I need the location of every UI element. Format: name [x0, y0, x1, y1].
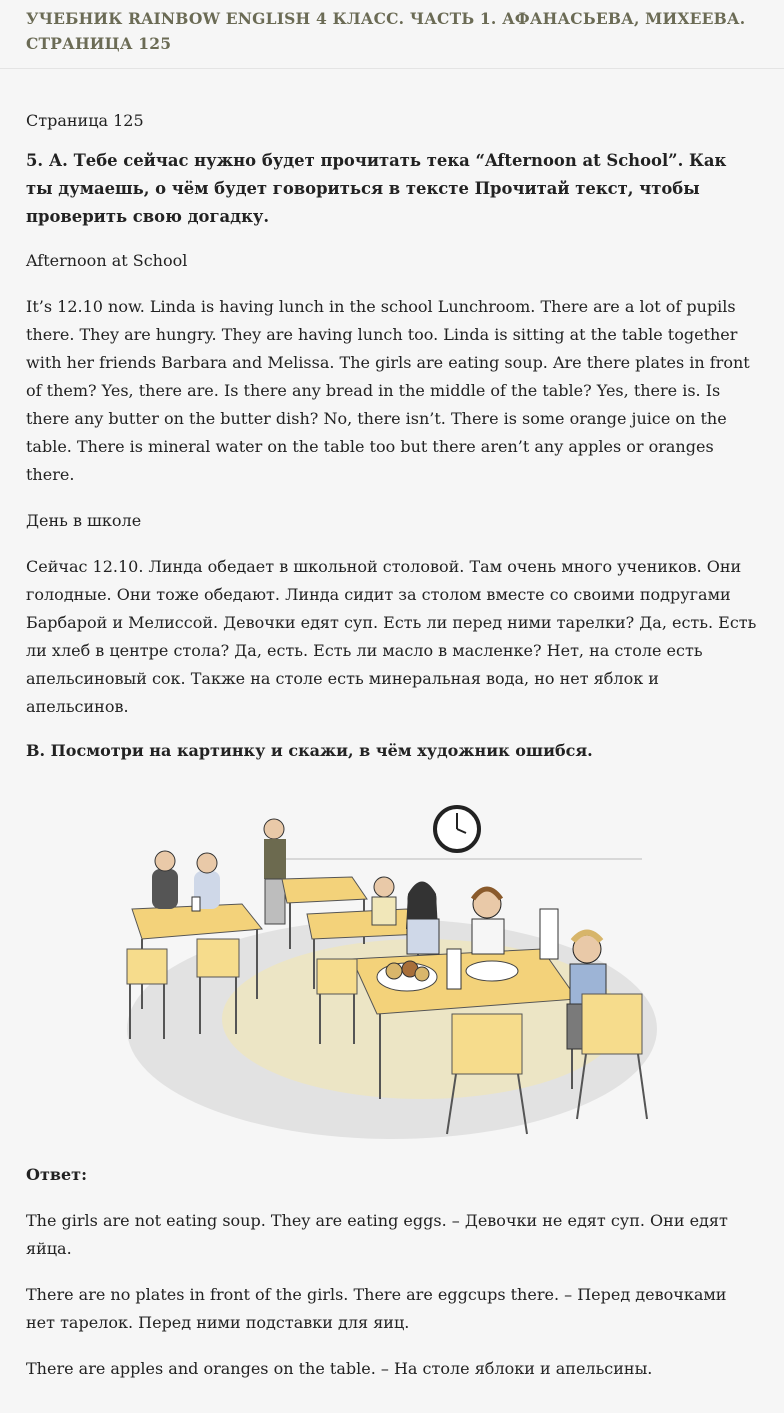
- answer-item: There are no plates in front of the girls. There are eggcups there. – Перед девочками нет тарелок. Перед ними подставки для яиц.: [26, 1285, 727, 1332]
- clock-icon: [435, 807, 479, 851]
- article-body: [0, 107, 784, 1383]
- page-title: УЧЕБНИК RAINBOW ENGLISH 4 КЛАСС. ЧАСТЬ 1. АФАНАСЬЕВА, МИХЕЕВА. СТРАНИЦА 125: [26, 9, 746, 53]
- answer-item: The girls are not eating soup. They are eating eggs. – Девочки не едят суп. Они едят яйца.: [26, 1211, 728, 1258]
- text-paragraph-ru: Сейчас 12.10. Линда обедает в школьной столовой. Там очень много учеников. Они голодные. Они тоже обедают. Линда сидит за столом вместе со своими подругами Барбарой и Мелиссой. Девочки едят суп. Есть ли перед ними тарелки? Да, есть. Есть ли хлеб в центре стола? Да, есть. Есть ли масло в масленке? Нет, на столе есть апельсиновый сок. Также на столе есть минеральная вода, но нет яблок и апельсинов.: [26, 557, 757, 716]
- text-title-ru: День в школе: [26, 511, 142, 530]
- standing-boy: [264, 819, 286, 924]
- text-paragraph-en: It’s 12.10 now. Linda is having lunch in the school Lunchroom. There are a lot of pupils there. They are hungry. They are having lunch too. Linda is sitting at the table together with her friends Barbara and Melissa. The girls are eating soup. Are there plates in front of them? Yes, there are. Is there any bread in the middle of the table? Yes, there is. Is there any butter on the butter dish? No, there isn’t. There is some orange juice on the table. There is mineral water on the table too but there aren’t any apples or oranges there.: [26, 297, 750, 484]
- answer-label: Ответ:: [26, 1165, 87, 1184]
- task-a-heading: 5. А. Тебе сейчас нужно будет прочитать тека “Afternoon at School”. Как ты думаешь, о чём будет говориться в тексте Прочитай текст, чтобы проверить свою догадку.: [26, 151, 727, 226]
- page-header: [0, 0, 784, 69]
- answer-item: There are apples and oranges on the table. – На столе яблоки и апельсины.: [26, 1359, 653, 1378]
- page-number-label: Страница 125: [26, 111, 144, 130]
- lunchroom-illustration: [122, 799, 662, 1139]
- task-b-heading: B. Посмотри на картинку и скажи, в чём художник ошибся.: [26, 741, 593, 760]
- text-title-en: Afternoon at School: [26, 251, 188, 270]
